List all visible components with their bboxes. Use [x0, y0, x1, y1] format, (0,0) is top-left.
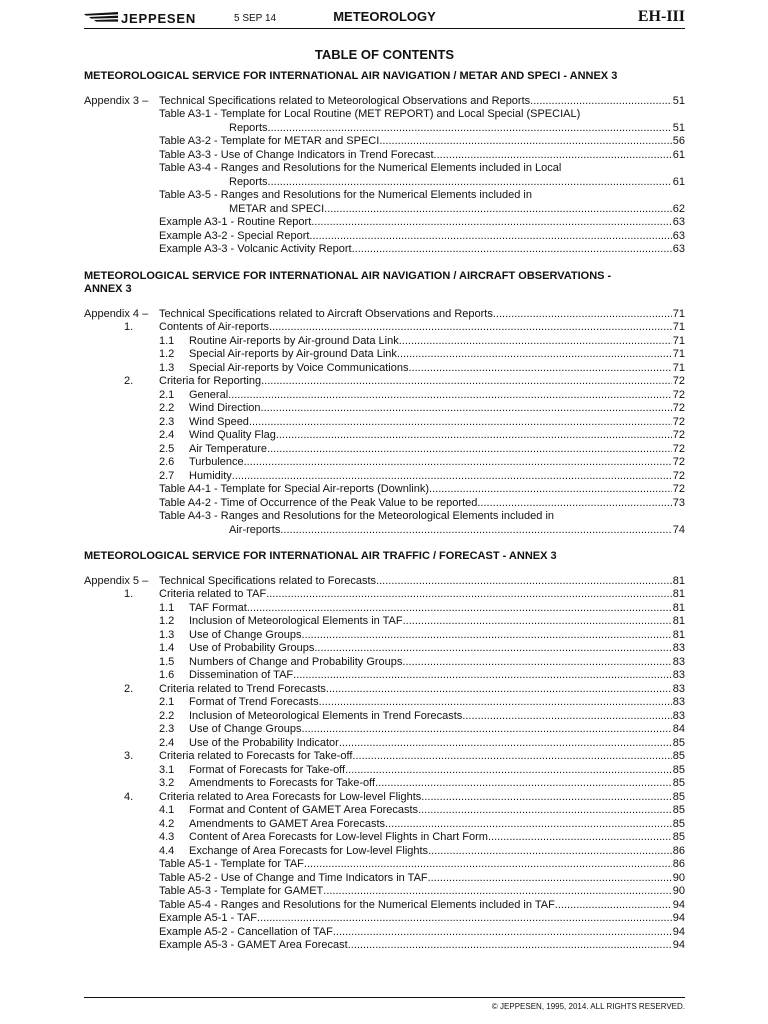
toc-entry	[84, 470, 685, 484]
section-number: 1.1	[159, 601, 175, 614]
page-number: 85	[672, 790, 685, 803]
page-number: 94	[672, 925, 685, 938]
page-number: 81	[672, 588, 685, 600]
page-number: 72	[672, 483, 685, 495]
dot-leader	[268, 176, 672, 190]
page-number: 72	[672, 469, 685, 482]
toc-entry-continuation	[84, 203, 685, 217]
footer-rule	[84, 997, 685, 998]
page-number: 72	[672, 456, 685, 468]
section-number: 4.1	[159, 804, 175, 816]
page-number: 83	[672, 709, 685, 722]
page-number: 83	[672, 696, 685, 708]
section-number: 2.4	[159, 429, 175, 441]
page-number: 71	[672, 307, 685, 320]
dot-leader	[244, 456, 672, 470]
toc-entry	[84, 629, 685, 643]
section-heading-line: ANNEX 3	[84, 283, 132, 295]
entry-title: Example A3-2 - Special Report	[159, 229, 310, 242]
dot-leader	[324, 203, 672, 217]
page-number: 83	[672, 682, 685, 695]
page-number: 63	[672, 216, 685, 228]
page-number: 73	[672, 496, 685, 509]
dot-leader	[428, 872, 672, 886]
toc-entry-continuation	[84, 122, 685, 136]
entry-title: Example A3-1 - Routine Report	[159, 216, 312, 228]
dot-leader	[421, 791, 671, 805]
dot-leader	[397, 348, 672, 362]
entry-title: Exchange of Area Forecasts for Low-level Flights	[189, 844, 429, 857]
dot-leader	[408, 362, 671, 376]
page-number: 72	[672, 388, 685, 401]
section-number: 1.3	[159, 628, 175, 641]
dot-leader	[402, 656, 671, 670]
dot-leader	[375, 777, 672, 791]
page-number: 72	[672, 375, 685, 387]
toc-entry	[84, 642, 685, 656]
page-number: 71	[672, 334, 685, 347]
dot-leader	[269, 321, 672, 335]
dot-leader	[276, 429, 672, 443]
section-number: 1.3	[159, 361, 175, 374]
entry-title-continuation: METAR and SPECI	[229, 202, 325, 215]
entry-title: Special Air-reports by Voice Communications	[189, 361, 409, 374]
toc-entry	[84, 243, 685, 257]
toc-entry	[84, 656, 685, 670]
toc-entry	[84, 135, 685, 149]
page-date: 5 SEP 14	[234, 13, 277, 24]
dot-leader	[434, 149, 672, 163]
page-title: TABLE OF CONTENTS	[314, 47, 455, 62]
dot-leader	[266, 588, 672, 602]
page-number: 81	[672, 615, 685, 627]
section-number: 4.3	[159, 831, 175, 843]
entry-title: Use of Change Groups	[189, 628, 302, 641]
page-number: 85	[672, 750, 685, 762]
section-number: 2.3	[159, 723, 175, 735]
page-number: 61	[672, 175, 685, 188]
entry-title: Table A4-1 - Template for Special Air-reports (Downlink)	[159, 483, 430, 495]
page-number: 63	[672, 243, 685, 255]
page-number: 94	[672, 898, 685, 911]
toc-entry	[84, 791, 685, 805]
section-number: 1.2	[159, 348, 175, 360]
page-number: 86	[672, 844, 685, 857]
dot-leader	[304, 858, 672, 872]
dot-leader	[333, 926, 672, 940]
entry-title: Criteria related to TAF	[159, 588, 267, 600]
page-number: 72	[672, 442, 685, 455]
toc-entry	[84, 588, 685, 602]
page-number: 71	[672, 361, 685, 374]
toc-entry	[84, 216, 685, 230]
page-number: 85	[672, 736, 685, 749]
dot-leader	[319, 696, 672, 710]
entry-title: General	[189, 388, 229, 401]
page-number: 56	[672, 135, 685, 147]
section-number: 1.6	[159, 669, 175, 681]
toc-entry	[84, 389, 685, 403]
section-number: 2.1	[159, 388, 175, 401]
toc-entry	[84, 497, 685, 511]
dot-leader	[247, 602, 672, 616]
toc-entry	[84, 831, 685, 845]
page-number: 74	[672, 523, 685, 536]
section-number: 3.2	[159, 777, 175, 789]
entry-title: Air Temperature	[189, 442, 268, 455]
dot-leader	[530, 95, 672, 109]
entry-title: Turbulence	[189, 456, 244, 468]
entry-title: Example A3-3 - Volcanic Activity Report	[159, 243, 352, 255]
entry-title: Amendments to GAMET Area Forecasts	[189, 817, 386, 830]
section-heading	[84, 550, 685, 564]
toc-entry	[84, 510, 685, 524]
entry-title: Example A5-3 - GAMET Area Forecast	[159, 939, 348, 951]
entry-title: Table A3-5 - Ranges and Resolutions for the Numerical Elements included in	[159, 189, 532, 201]
toc-entry	[84, 899, 685, 913]
entry-title: Table A3-1 - Template for Local Routine (MET REPORT) and Local Special (SPECIAL)	[159, 108, 581, 120]
page-number: 90	[672, 871, 685, 884]
page-number: 62	[672, 202, 685, 215]
page-number: 81	[672, 628, 685, 641]
toc-entry	[84, 777, 685, 791]
entry-title: Inclusion of Meteorological Elements in Trend Forecasts	[189, 709, 463, 722]
entry-title-continuation: Reports	[229, 121, 268, 134]
entry-title: Example A5-2 - Cancellation of TAF	[159, 925, 333, 938]
dot-leader	[379, 135, 671, 149]
toc-entry	[84, 804, 685, 818]
section-spacer	[84, 257, 685, 270]
dot-leader	[323, 885, 671, 899]
dot-leader	[462, 710, 671, 724]
toc-entry	[84, 683, 685, 697]
page-number: 71	[672, 321, 685, 333]
page-number: 83	[672, 642, 685, 654]
page-number: 85	[672, 763, 685, 776]
dot-leader	[267, 443, 672, 457]
entry-title: Table A5-4 - Ranges and Resolutions for the Numerical Elements included in TAF	[159, 898, 555, 911]
entry-title: Criteria for Reporting	[159, 375, 262, 387]
entry-title: Example A5-1 - TAF	[159, 912, 258, 924]
page-number: 94	[672, 939, 685, 951]
toc-entry	[84, 872, 685, 886]
entry-title: Amendments to Forecasts for Take-off	[189, 777, 376, 789]
entry-title: Content of Area Forecasts for Low-level Flights in Chart Form	[189, 831, 488, 843]
entry-title: Inclusion of Meteorological Elements in TAF	[189, 615, 403, 627]
toc-entry	[84, 696, 685, 710]
toc-entry	[84, 764, 685, 778]
dot-leader	[293, 669, 672, 683]
toc-entry	[84, 602, 685, 616]
dot-leader	[348, 939, 672, 953]
entry-title: Technical Specifications related to Aircraft Observations and Reports	[159, 307, 493, 320]
toc-entry	[84, 483, 685, 497]
section-number: 1.2	[159, 615, 175, 627]
dot-leader	[314, 642, 671, 656]
entry-title: Criteria related to Trend Forecasts	[159, 682, 326, 695]
toc-entry	[84, 885, 685, 899]
section-number: 1.1	[159, 334, 175, 347]
section-title: METEOROLOGY	[333, 9, 436, 24]
dot-leader	[477, 497, 671, 511]
section-number: 2.4	[159, 736, 175, 749]
toc-entry	[84, 723, 685, 737]
appendix-label: Appendix 5 –	[84, 574, 149, 587]
section-number: 4.4	[159, 844, 175, 857]
section-number: 2.2	[159, 402, 175, 414]
entry-title: TAF Format	[189, 601, 247, 614]
dot-leader	[326, 683, 672, 697]
dot-leader	[399, 335, 672, 349]
page-number: 81	[672, 601, 685, 614]
toc-entry	[84, 443, 685, 457]
section-number: 2.3	[159, 415, 175, 428]
entry-title: Criteria related to Forecasts for Take-off	[159, 750, 353, 762]
toc-entry	[84, 149, 685, 163]
entry-title: Use of Change Groups	[189, 723, 302, 735]
dot-leader	[311, 216, 672, 230]
section-number: 2.5	[159, 442, 175, 455]
brand-name: JEPPESEN	[121, 10, 197, 26]
dot-leader	[488, 831, 672, 845]
page-number: 51	[672, 94, 685, 107]
dot-leader	[249, 416, 672, 430]
entry-title: Humidity	[189, 469, 232, 482]
page-number: 72	[672, 429, 685, 441]
dot-leader	[555, 899, 672, 913]
toc-entry	[84, 375, 685, 389]
dot-leader	[302, 629, 672, 643]
toc-entry	[84, 362, 685, 376]
dot-leader	[228, 389, 672, 403]
toc-entry	[84, 737, 685, 751]
entry-title: Special Air-reports by Air-ground Data Link	[189, 348, 397, 360]
toc-entry	[84, 858, 685, 872]
entry-title: Table A5-3 - Template for GAMET	[159, 885, 324, 897]
toc-entry	[84, 912, 685, 926]
page-number: 90	[672, 885, 685, 897]
entry-title: Technical Specifications related to Meteorological Observations and Reports	[159, 94, 531, 107]
section-number: 2.	[124, 375, 134, 387]
dot-leader	[232, 470, 672, 484]
entry-title: Use of the Probability Indicator	[189, 736, 339, 749]
entry-title: Routine Air-reports by Air-ground Data Link	[189, 334, 399, 347]
section-spacer	[84, 537, 685, 550]
toc-entry	[84, 669, 685, 683]
toc-entry	[84, 845, 685, 859]
toc-entry	[84, 818, 685, 832]
page-number: 86	[672, 858, 685, 870]
toc-entry	[84, 750, 685, 764]
section-heading	[84, 270, 685, 297]
dot-leader	[428, 845, 672, 859]
section-number: 2.2	[159, 709, 175, 722]
toc-entry	[84, 230, 685, 244]
section-number: 2.	[124, 682, 134, 695]
section-heading-line: METEOROLOGICAL SERVICE FOR INTERNATIONAL AIR NAVIGATION / AIRCRAFT OBSERVATIONS -	[84, 269, 612, 282]
toc-entry	[84, 456, 685, 470]
dot-leader	[339, 737, 672, 751]
dot-leader	[385, 818, 672, 832]
dot-leader	[268, 122, 672, 136]
page-number: 81	[672, 574, 685, 587]
section-number: 2.1	[159, 696, 175, 708]
entry-title: Format of Trend Forecasts	[189, 696, 319, 708]
toc-entry	[84, 429, 685, 443]
entry-title: Contents of Air-reports	[159, 321, 270, 333]
page-number: 71	[672, 348, 685, 360]
page-number: 94	[672, 912, 685, 924]
entry-title: Criteria related to Area Forecasts for Low-level Flights	[159, 790, 422, 803]
section-number: 1.5	[159, 655, 175, 668]
page-number: 85	[672, 817, 685, 830]
heading-spacer	[84, 297, 685, 308]
page-number: 72	[672, 415, 685, 428]
dot-leader	[345, 764, 672, 778]
page-header	[84, 8, 685, 28]
toc-entry	[84, 308, 685, 322]
dot-leader	[352, 750, 671, 764]
toc-entry	[84, 189, 685, 203]
page-code: EH-III	[637, 8, 685, 25]
page-number: 51	[672, 121, 685, 134]
section-heading-line: METEOROLOGICAL SERVICE FOR INTERNATIONAL AIR TRAFFIC / FORECAST - ANNEX 3	[84, 550, 557, 562]
entry-title: Table A3-4 - Ranges and Resolutions for the Numerical Elements included in Local	[159, 162, 562, 174]
heading-spacer	[84, 564, 685, 575]
entry-title: Table A3-2 - Template for METAR and SPECI	[159, 135, 380, 147]
section-heading-line: METEOROLOGICAL SERVICE FOR INTERNATIONAL AIR NAVIGATION / METAR AND SPECI - ANNEX 3	[84, 70, 618, 82]
copyright-notice: © JEPPESEN, 1995, 2014. ALL RIGHTS RESERVED.	[491, 1002, 685, 1011]
toc-entry	[84, 615, 685, 629]
dot-leader	[280, 524, 671, 538]
dot-leader	[352, 243, 672, 257]
entry-title: Technical Specifications related to Forecasts	[159, 574, 377, 587]
page-number: 83	[672, 669, 685, 681]
entry-title: Table A4-3 - Ranges and Resolutions for the Meteorological Elements included in	[159, 510, 555, 522]
page-number: 85	[672, 804, 685, 816]
page-number: 63	[672, 229, 685, 242]
page-number: 85	[672, 777, 685, 789]
heading-spacer	[84, 84, 685, 95]
entry-title: Format and Content of GAMET Area Forecasts	[189, 804, 419, 816]
page-number: 84	[672, 723, 685, 735]
section-number: 2.6	[159, 456, 175, 468]
section-number: 2.7	[159, 469, 175, 482]
toc-entry	[84, 348, 685, 362]
entry-title: Wind Speed	[189, 415, 249, 428]
entry-title: Numbers of Change and Probability Groups	[189, 655, 403, 668]
toc-entry-continuation	[84, 176, 685, 190]
toc-entry	[84, 108, 685, 122]
table-of-contents	[84, 70, 685, 953]
entry-title: Wind Direction	[189, 402, 261, 414]
toc-entry	[84, 575, 685, 589]
section-number: 3.	[124, 750, 134, 762]
dot-leader	[429, 483, 672, 497]
page-number: 85	[672, 831, 685, 843]
section-number: 4.	[124, 790, 134, 803]
entry-title: Table A4-2 - Time of Occurrence of the Peak Value to be reported	[159, 496, 478, 509]
dot-leader	[257, 912, 672, 926]
header-rule	[84, 28, 685, 29]
toc-entry	[84, 416, 685, 430]
toc-entry	[84, 162, 685, 176]
page-number: 72	[672, 402, 685, 414]
section-heading	[84, 70, 685, 84]
entry-title: Wind Quality Flag	[189, 429, 276, 441]
appendix-label: Appendix 3 –	[84, 94, 149, 107]
entry-title: Dissemination of TAF	[189, 669, 294, 681]
entry-title: Table A3-3 - Use of Change Indicators in Trend Forecast	[159, 148, 434, 161]
dot-leader	[261, 375, 672, 389]
toc-entry	[84, 710, 685, 724]
entry-title-continuation: Air-reports	[229, 523, 281, 536]
entry-title-continuation: Reports	[229, 175, 268, 188]
page-number: 83	[672, 655, 685, 668]
appendix-label: Appendix 4 –	[84, 307, 149, 320]
toc-entry-continuation	[84, 524, 685, 538]
toc-entry	[84, 402, 685, 416]
section-number: 1.	[124, 588, 134, 600]
dot-leader	[302, 723, 672, 737]
dot-leader	[376, 575, 672, 589]
section-number: 1.	[124, 321, 134, 333]
toc-entry	[84, 939, 685, 953]
toc-entry	[84, 926, 685, 940]
page-number: 61	[672, 148, 685, 161]
entry-title: Use of Probability Groups	[189, 642, 315, 654]
entry-title: Table A5-2 - Use of Change and Time Indicators in TAF	[159, 871, 428, 884]
dot-leader	[261, 402, 672, 416]
dot-leader	[493, 308, 672, 322]
toc-entry	[84, 95, 685, 109]
section-number: 3.1	[159, 763, 175, 776]
toc-entry	[84, 321, 685, 335]
dot-leader	[309, 230, 671, 244]
entry-title: Format of Forecasts for Take-off	[189, 763, 346, 776]
section-number: 4.2	[159, 817, 175, 830]
toc-entry	[84, 335, 685, 349]
dot-leader	[418, 804, 672, 818]
entry-title: Table A5-1 - Template for TAF	[159, 858, 304, 870]
section-number: 1.4	[159, 642, 175, 654]
dot-leader	[403, 615, 672, 629]
